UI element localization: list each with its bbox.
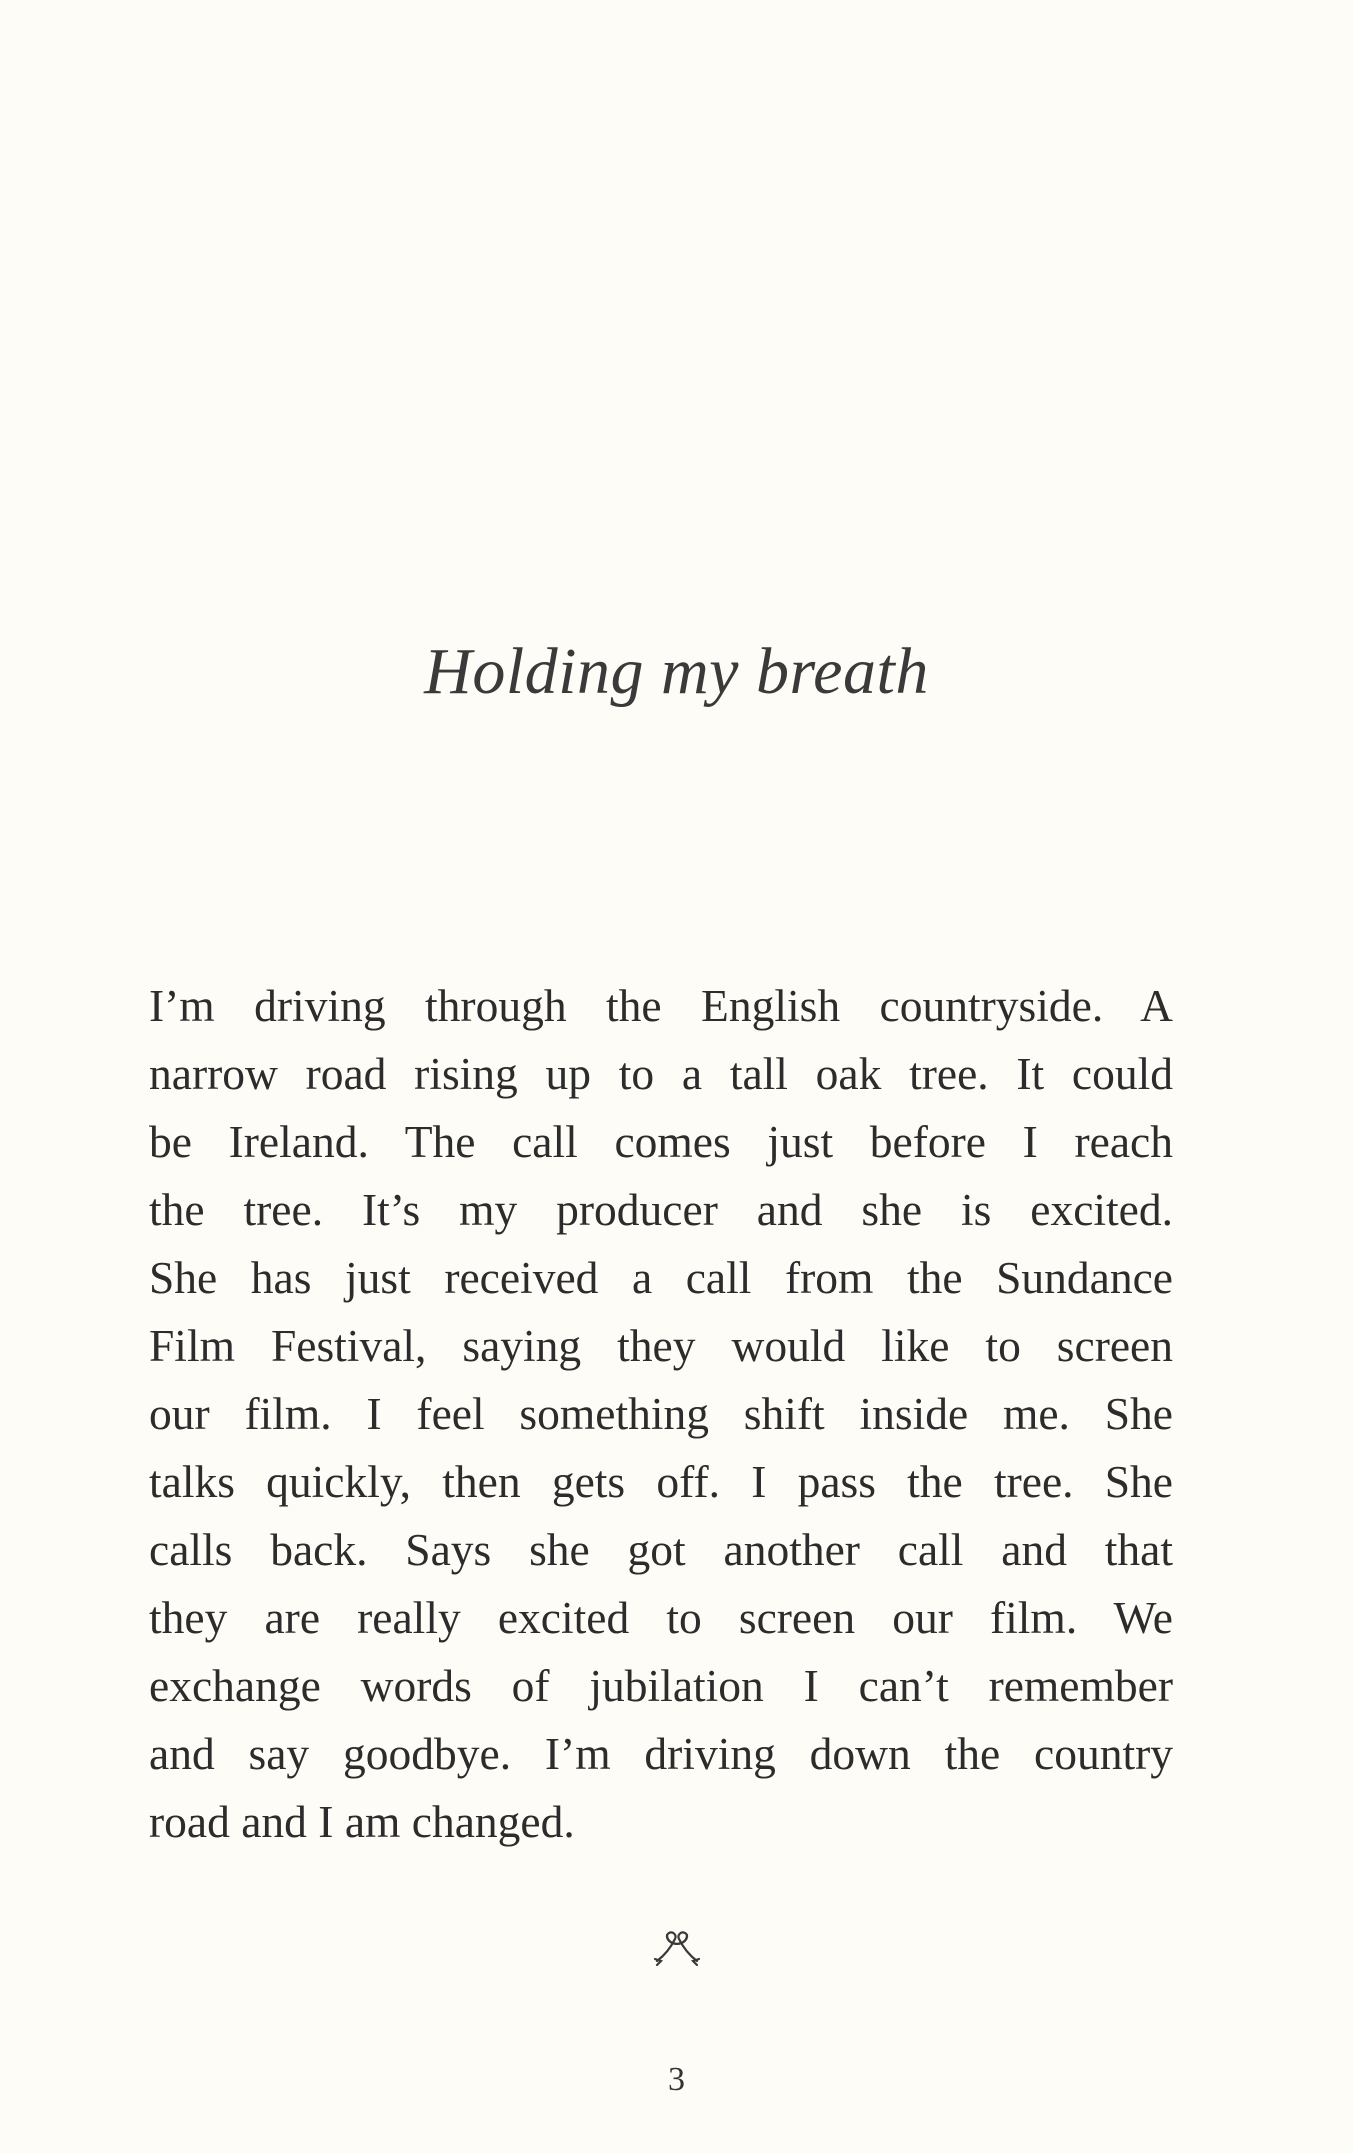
text-line: talks quickly, then gets off. I pass the tree. She — [149, 1456, 1173, 1507]
page-number: 3 — [668, 2061, 685, 2098]
body-paragraph — [149, 972, 1173, 1856]
text-line: She has just received a call from the Sundance — [149, 1252, 1173, 1303]
text-line: road and I am changed. — [149, 1796, 575, 1847]
section-ornament — [0, 1925, 1353, 1985]
text-line: narrow road rising up to a tall oak tree. It could — [149, 1048, 1173, 1099]
text-line: calls back. Says she got another call and that — [149, 1524, 1173, 1575]
text-line: our film. I feel something shift inside me. She — [149, 1388, 1173, 1439]
text-line: be Ireland. The call comes just before I reach — [149, 1116, 1173, 1167]
text-line: they are really excited to screen our film. We — [149, 1592, 1173, 1643]
chapter-title: Holding my breath — [424, 635, 929, 708]
text-line: I’m driving through the English countryside. A — [149, 980, 1173, 1031]
text-line: the tree. It’s my producer and she is excited. — [149, 1184, 1173, 1235]
text-line: exchange words of jubilation I can’t remember — [149, 1660, 1173, 1711]
text-line: and say goodbye. I’m driving down the country — [149, 1728, 1173, 1779]
text-line: Film Festival, saying they would like to screen — [149, 1320, 1173, 1371]
fleuron-icon — [651, 1925, 703, 1969]
